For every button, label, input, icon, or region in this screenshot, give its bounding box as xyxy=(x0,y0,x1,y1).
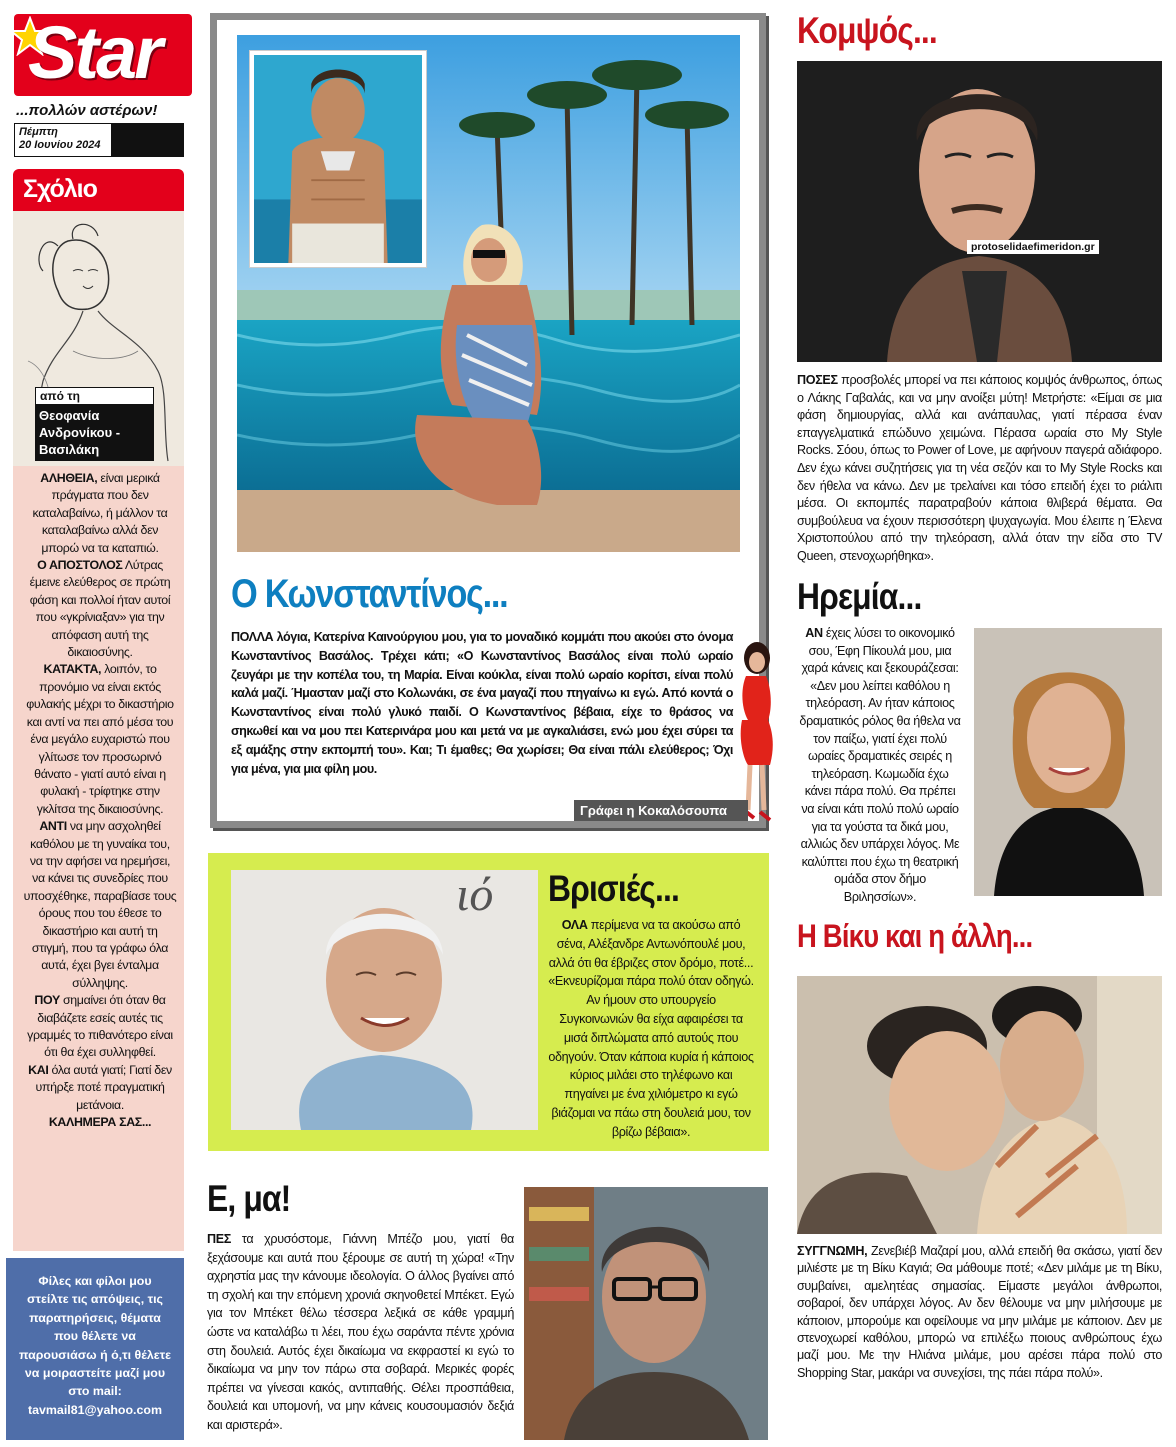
vrisies-lead: ΟΛΑ xyxy=(561,918,588,932)
logo-text: Star xyxy=(28,11,160,94)
column-paragraph-text: όλα αυτά γιατί; Γιατί δεν υπήρξε ποτέ πραγματική μετάνοια. xyxy=(35,1062,172,1112)
column-paragraph-text: να μην ασχοληθεί καθόλου με τη γυναίκα του, να την αφήσει να ηρεμήσει, να κάνει τις συνεδρίες που υποσχέθηκε, παραβίασε τους όρους που του έθεσε το δικαστήριο και αυτή τη στιγμή, που τα γράφω όλα αυτά, έχει βγει ένταλμα σύλληψης. xyxy=(23,819,177,990)
date-text: 20 Ιουνίου 2024 xyxy=(19,139,101,151)
kompsos-headline: Κομψός... xyxy=(797,10,937,51)
kompsos-text: προσβολές μπορεί να πει κάποιος κομψός άνθρωπος, όπως ο Λάκης Γαβαλάς, και να μην ανοίξει μύτη! Μετρήστε: «Είμαι σε μια φάση δημιουργίας, αλλά και ανάπαυλας, γιατί πέρασα έναν επαγγελματικά επώδυνο χειμώνα. Πέρασα ωραία στο My Style Rocks. Σόου, όπως το Power of Love, με αφήνουν παγερά αδιάφορο. Δεν έχω κάνει συζητήσεις για τη νέα σεζόν και το My Style Rocks και δεν ήθελα να κάνω. Δεν με τρελαίνει και τόσο επειδή έχει το ριάλιτι μέσα. Οι εκπομπές παρατραβούν κάποια θλιβερά θέματα. Θα συμβούλευα να έχουν περισσότερη ψυχαγωγία. Μου έλειπε η Έλενα Χριστοπούλου από την τηλεόραση, αλλά όταν την είδα στο TV Queen, στενοχωρήθηκα». xyxy=(797,373,1162,563)
column-paragraph-text: λοιπόν, το προνόμιο να είναι εκτός φυλακής μέχρι το δικαστήριο και αντί να πει από μέσα του ένα μεγάλο ευχαριστώ που γλίτωσε τον προσωρινό θάνατο - γιατί αυτό είναι η φυλακή - τρίφτηκε στην γκλίτσα της δικαιοσύνης. xyxy=(26,662,174,816)
left-column xyxy=(0,0,196,1447)
ema-text: τα χρυσόστομε, Γιάννη Μπέζο μου, γιατί θα ξεχάσουμε και αυτά που ξέρουμε σε αυτή τη χώρα! «Την αχρηστία μας την κάνουμε ιδεολογία. Ο άλλος βγαίνει από τη σχολή και την επόμενη χρονιά σκηνοθετεί Μπέκετ. Εγώ για τον Μπέκετ θέλω τέσσερα λεξικά σε κάθε γραμμή ώστε να καταλάβω τι λέει, που έχω σαράντα πέντε χρόνια στη δουλειά. Αυτός έχει δικαίωμα να εκφραστεί κι εγώ το δικαίωμα να μην τον πάρω στα σοβαρά. Μερικές φορές πρέπει να γίνεσαι κακός, αντιπαθής. Θέλει προσπάθεια, δουλειά και υπομονή, να μην κάνεις κουσουμασιόν δεξιά και αριστερά». xyxy=(207,1232,514,1432)
vrisies-body xyxy=(548,916,754,1142)
main-story-body xyxy=(231,628,733,778)
column-paragraph-lead: Ο ΑΠΟΣΤΟΛΟΣ xyxy=(37,558,123,573)
date-bar xyxy=(14,123,184,157)
ema-body xyxy=(207,1230,514,1435)
column-paragraph-lead: ΑΛΗΘΕΙΑ, xyxy=(40,471,98,485)
column-paragraph xyxy=(23,1062,177,1114)
viky-text: Ζενεβιέβ Μαζαρί μου, αλλά επειδή θα σκάσω, γιατί δεν μιλιέστε με τη Βίκυ Καγιά; Θα μάθουμε ποτέ; «Δεν μιλάμε με τη Βίκυ, συμβαίνει, αμελητέας σημασίας. Είμαστε μεγάλοι άνθρωποι, σοβαροί, δεν υπάρχει λόγος. Αν δεν θέλουμε να μην μιλήσουμε με κάποιον, μπορούμε και οφείλουμε να μην μιλάμε με κάποιον. Δεν με στενοχωρεί καθόλου, μπορώ να επιλέξω ποιους ανθρώπους έχω μαζί μου. Με την Ηλιάνα μιλάμε, μου αρέσει πάρα πολύ στο Shopping Star, μακάρι να συνεχίσει, της πάει πάρα πολύ». xyxy=(797,1244,1162,1380)
iremia-lead: ΑΝ xyxy=(805,626,823,640)
inset-photo xyxy=(250,51,426,267)
column-paragraph-lead: ΚΑΤΑΚΤΑ, xyxy=(43,662,102,677)
star-logo xyxy=(14,11,192,96)
viky-lead: ΣΥΓΓΝΩΜΗ, xyxy=(797,1244,868,1258)
column-paragraph xyxy=(23,992,177,1062)
vrisies-text: περίμενα να τα ακούσω από σένα, Αλέξανδρε Αντωνόπουλέ μου, αλλά ότι θα έβριζες στον δρόμο, ποτέ... «Εκνευρίζομαι πάρα πολύ όταν οδηγώ. Αν ήμουν στο υπουργείο Συγκοινωνιών θα είχα αφαιρέσει τα μισά διπλώματα από αυτούς που οδηγούν. Όταν κάποια κυρία ή κάποιος κύριος μιλάει στο τηλέφωνο και πηγαίνει με ένα χιλιόμετρο κι εγώ βιάζομαι να πάω στη δουλειά μου, τον βρίζω βέβαια». xyxy=(548,918,754,1139)
author-box xyxy=(35,387,154,461)
contact-email[interactable]: tavmail81@yahoo.com xyxy=(28,1402,162,1417)
svg-text:ιό: ιό xyxy=(456,870,494,921)
kompsos-lead: ΠΟΣΕΣ xyxy=(797,373,838,387)
column-paragraph-text: είναι μερικά πράγματα που δεν καταλαβαίνω, ή μάλλον τα καταλαβαίνω αλλά δεν μπορώ να τα καταπιώ. xyxy=(32,471,168,555)
watermark: protoselidaefimeridon.gr xyxy=(967,240,1099,254)
tagline: ...πολλών αστέρων! xyxy=(16,102,158,119)
main-story-text: ΠΟΛΛΑ λόγια, Κατερίνα Καινούργιου μου, για το μοναδικό κομμάτι που ακούει στο όνομα Κωνσταντίνος Βασάλος. Τρέχει κάτι; «Ο Κωνσταντίνος Βασάλος είναι πολύ ωραίο ζευγάρι με την κοπέλα του, τη Μαρία. Είναι κούκλα, είναι πολύ ωραίο κορίτσι, είναι πολύ καλά μαζί. Ήμασταν μαζί στο Κολωνάκι, σε ένα μαγαζί που πηγαίνω κι εγώ. Από κοντά ο Κωνσταντίνος είναι πολύ γλυκό παιδί. Ο Κωνσταντίνος βέβαια, είχε το θράσος να σηκωθεί και να μου πει Κατερινάρα μου και μετά να με αγκαλιάσει, ενώ μου έχει σύρει τα εξ αμάξης στην εκπομπή του». Και; Τι έμαθες; Θα χωρίσει; Θα είναι πάλι ελεύθερος; Όχι για μένα, για μια φίλη μου. xyxy=(231,630,733,776)
kompsos-body xyxy=(797,372,1162,566)
column-paragraph-lead: ΑΝΤΙ xyxy=(39,819,67,834)
ema-photo xyxy=(524,1187,768,1440)
viky-headline: Η Βίκυ και η άλλη... xyxy=(797,918,1033,954)
ema-headline: Ε, μα! xyxy=(207,1178,291,1219)
section-label-text: Σχόλιο xyxy=(23,175,97,203)
date-box xyxy=(14,123,112,157)
column-paragraph xyxy=(23,557,177,661)
column-text xyxy=(23,470,177,1131)
byline xyxy=(574,800,748,821)
section-label xyxy=(13,169,184,211)
column-paragraph xyxy=(23,470,177,557)
byline-text: Γράφει η Κοκαλόσουπα xyxy=(580,803,727,818)
iremia-photo xyxy=(974,628,1162,896)
column-paragraph-text: σημαίνει ότι όταν θα διαβάζετε εσείς αυτές τις γραμμές το πιθανότερο είναι ότι θα έχει συλληφθεί. xyxy=(27,993,173,1060)
vrisies-photo xyxy=(231,870,538,1130)
ema-lead: ΠΕΣ xyxy=(207,1232,232,1246)
kompsos-photo xyxy=(797,61,1162,362)
author-prefix: από τη xyxy=(35,387,154,405)
iremia-text: έχεις λύσει το οικονομικό σου, Έφη Πίκουλά μου, μια χαρά κάνεις και ξεκουράζεσαι: «Δεν μου λείπει καθόλου η τηλεόραση. Αν ήταν κάποιος δραματικός ρόλος θα ήθελα να τον παίξω, γιατί έχει πολύ ωραίες δραματικές σειρές η τηλεόραση. Κωμωδία έχω κάνει πάρα πολύ. Θα πρέπει να είναι κάτι πολύ πολύ ωραίο για τα γούστα τα δικά μου, αλλιώς δεν υπάρχει λόγος. Με καλύπτει που έχω τη θεατρική ομάδα στον δήμο Βριλησσίων». xyxy=(799,626,961,904)
column-paragraph xyxy=(23,818,177,992)
vrisies-headline: Βρισιές... xyxy=(548,868,679,909)
main-headline: Ο Κωνσταντίνος... xyxy=(231,572,508,616)
column-paragraph-lead: ΚΑΙ xyxy=(28,1062,49,1077)
column-paragraph-lead: ΠΟΥ xyxy=(34,993,60,1008)
date-day: Πέμπτη xyxy=(19,126,58,138)
column-paragraph xyxy=(23,1114,177,1131)
author-name: Θεοφανία Ανδρονίκου - Βασιλάκη xyxy=(35,405,154,461)
column-paragraph-text: Λύτρας έμεινε ελεύθερος σε πρώτη φάση και πολλοί ήταν αυτοί που «γκρίνιαξαν» για την απόφαση αυτή της δικαιοσύνης. xyxy=(29,558,171,660)
column-paragraph xyxy=(23,661,177,818)
viky-body xyxy=(797,1243,1162,1382)
contact-box xyxy=(6,1258,184,1440)
column-paragraph-lead: ΚΑΛΗΜΕΡΑ ΣΑΣ... xyxy=(48,1115,152,1130)
viky-photo xyxy=(797,976,1162,1234)
iremia-headline: Ηρεμία... xyxy=(797,576,922,617)
contact-text: Φίλες και φίλοι μου στείλτε τις απόψεις, τις παρατηρήσεις, θέματα που θέλετε να παρουσιάσω ή ό,τι θέλετε να μοιραστείτε μαζί μου στο mail: xyxy=(18,1274,172,1399)
iremia-body xyxy=(797,625,963,907)
